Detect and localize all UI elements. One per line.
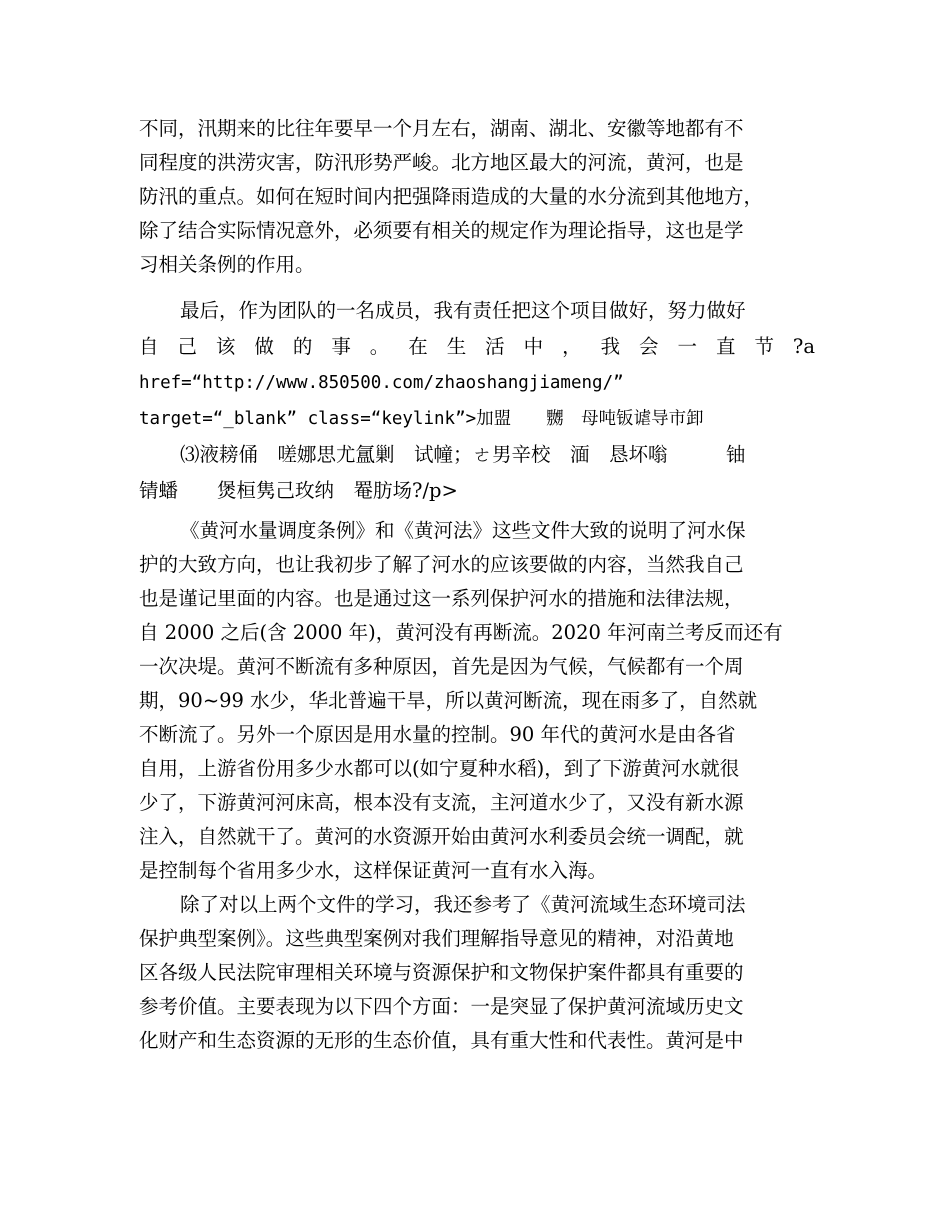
text-line: 防汛的重点。如何在短时间内把强降雨造成的大量的水分流到其他地方， <box>139 185 764 208</box>
garbled-text-line: ⑶液耪俑 嗟娜思尤氲剿 试幢；ㄜ男辛校 湎 恳坏嗡 铀 <box>180 443 746 466</box>
text-line: 不断流了。另外一个原因是用水量的控制。90 年代的黄河水是由各省 <box>139 723 736 746</box>
text-line: 少了，下游黄河河床高，根本没有支流，主河道水少了，又没有新水源 <box>139 791 744 814</box>
markup-line: target=“_blank” class=“keylink”>加盟 嬲 母吨钣谑导市卸 <box>139 409 704 429</box>
text-line: 自用，上游省份用多少水都可以(如宁夏种水稻)，到了下游黄河水就很 <box>139 757 740 780</box>
text-line: 除了结合实际情况意外，必须要有相关的规定作为理论指导，这也是学 <box>139 219 744 242</box>
text-line: 同程度的洪涝灾害，防汛形势严峻。北方地区最大的河流，黄河，也是 <box>139 151 744 174</box>
text-line: 自 己 该 做 的 事 。 在 生 活 中 ， 我 会 一 直 节 ?a <box>139 335 815 358</box>
paragraph-start-line: 最后，作为团队的一名成员，我有责任把这个项目做好，努力做好 <box>180 299 746 322</box>
text-line: 保护典型案例》。这些典型案例对我们理解指导意见的精神，对沿黄地 <box>139 927 734 950</box>
text-line: 参考价值。主要表现为以下四个方面：一是突显了保护黄河流域历史文 <box>139 995 744 1018</box>
text-line: 一次决堤。黄河不断流有多种原因，首先是因为气候，气候都有一个周 <box>139 655 744 678</box>
markup-line: href=“http://www.850500.com/zhaoshangjiameng/” <box>139 373 624 393</box>
text-line: 期，90~99 水少，华北普遍干旱，所以黄河断流，现在雨多了，自然就 <box>139 689 758 712</box>
garbled-text-line: 锖蟠 煲桓隽己玫纳 罨肪场?/p> <box>139 479 458 502</box>
paragraph-start-line: 除了对以上两个文件的学习，我还参考了《黄河流域生态环境司法 <box>180 893 746 916</box>
text-line: 是控制每个省用多少水，这样保证黄河一直有水入海。 <box>139 859 608 882</box>
text-line: 注入，自然就干了。黄河的水资源开始由黄河水利委员会统一调配，就 <box>139 825 744 848</box>
text-line: 化财产和生态资源的无形的生态价值，具有重大性和代表性。黄河是中 <box>139 1029 744 1052</box>
text-line: 习相关条例的作用。 <box>139 253 315 276</box>
text-line: 也是谨记里面的内容。也是通过这一系列保护河水的措施和法律法规， <box>139 587 744 610</box>
text-line: 区各级人民法院审理相关环境与资源保护和文物保护案件都具有重要的 <box>139 961 744 984</box>
text-line: 不同，汛期来的比往年要早一个月左右，湖南、湖北、安徽等地都有不 <box>139 117 744 140</box>
text-line: 护的大致方向，也让我初步了解了河水的应该要做的内容，当然我自己 <box>139 553 744 576</box>
paragraph-start-line: 《黄河水量调度条例》和《黄河法》这些文件大致的说明了河水保 <box>180 519 746 542</box>
text-line: 自 2000 之后(含 2000 年)，黄河没有再断流。2020 年河南兰考反而还有 <box>139 621 783 644</box>
